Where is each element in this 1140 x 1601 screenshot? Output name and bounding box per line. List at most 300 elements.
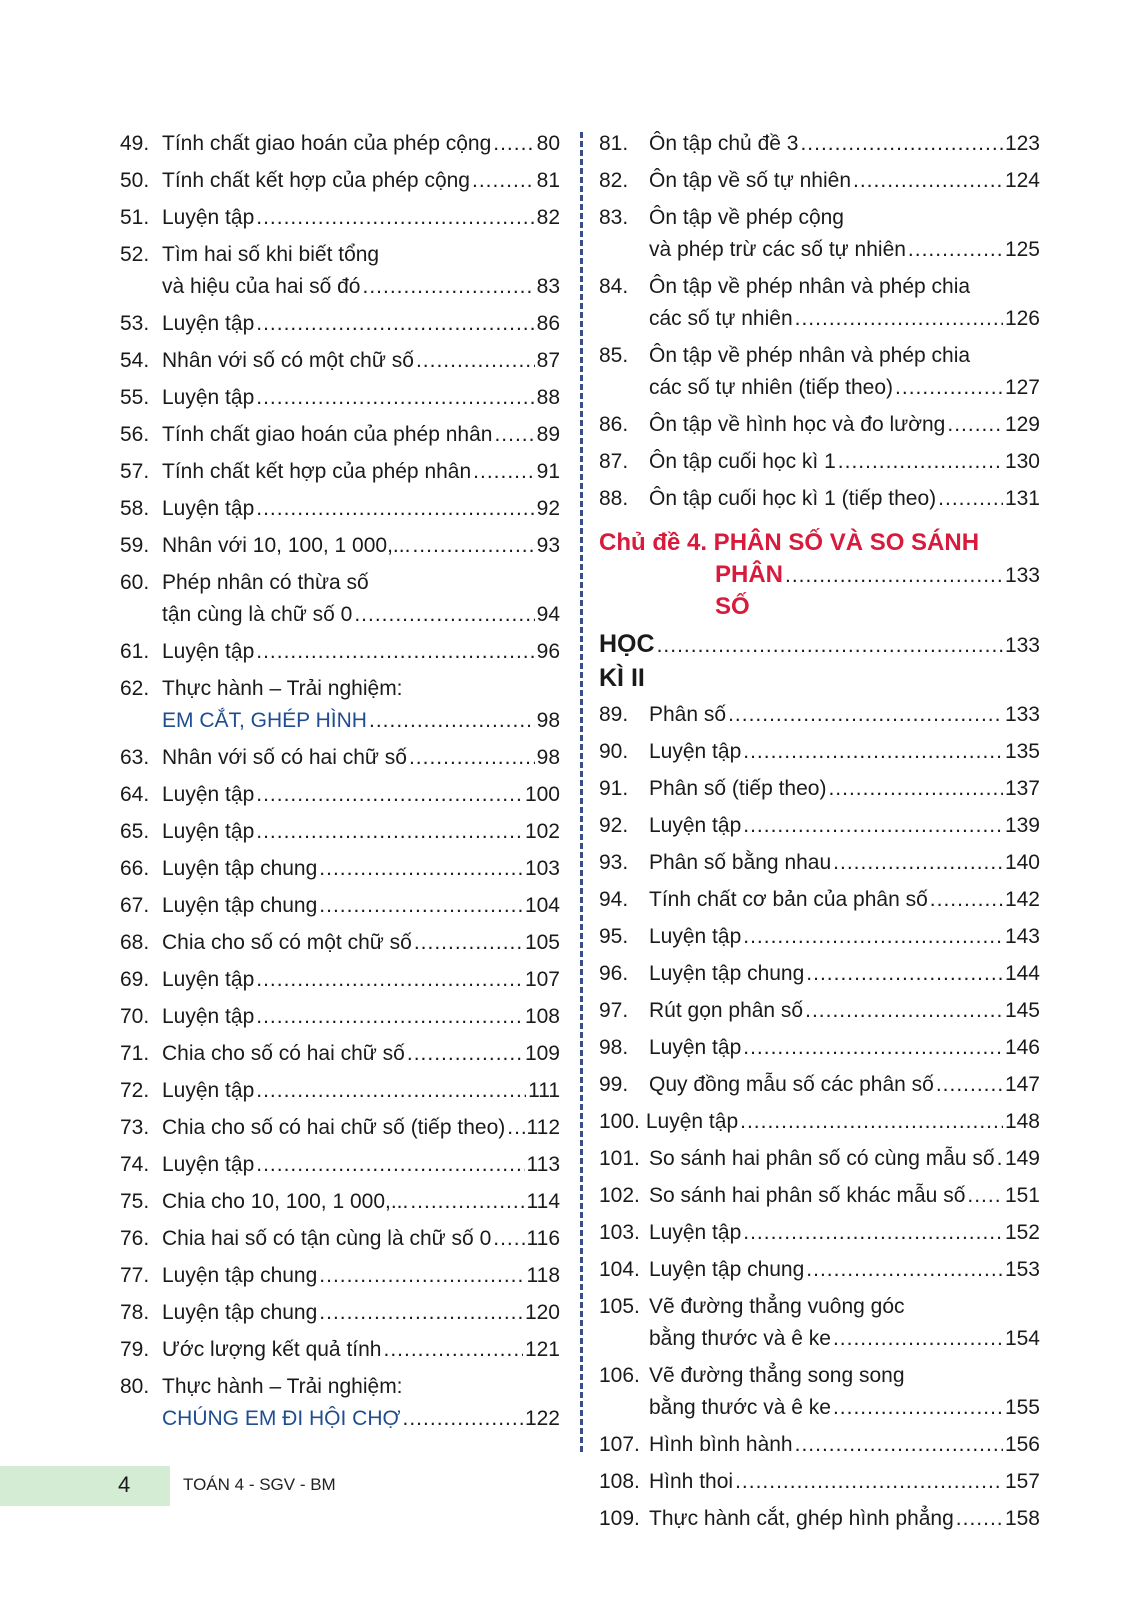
entry-title: Ôn tập về số tự nhiên <box>649 169 852 192</box>
entry-page-number: 143 <box>1004 925 1040 948</box>
entry-title: Luyện tập <box>649 925 742 948</box>
entry-number: 87. <box>599 450 629 473</box>
entry-title: Luyện tập <box>162 386 255 409</box>
entry-page-number: 102 <box>524 820 560 843</box>
toc-entry <box>120 456 560 488</box>
entry-number: 85. <box>599 344 629 367</box>
leader-dots <box>895 372 1003 404</box>
leader-dots <box>472 165 535 197</box>
entry-number: 94. <box>599 888 629 911</box>
entry-page-number: 100 <box>524 783 560 806</box>
entry-title: Luyện tập <box>649 740 742 763</box>
entry-title: Tính chất giao hoán của phép nhân <box>162 423 493 446</box>
entry-title: Chia cho số có hai chữ số (tiếp theo) <box>162 1116 506 1139</box>
entry-page-number: 82 <box>536 206 560 229</box>
entry-title: Luyện tập <box>162 968 255 991</box>
toc-entry <box>599 271 1040 335</box>
entry-page-number: 87 <box>536 349 560 372</box>
toc-entry <box>599 773 1040 805</box>
leader-dots <box>795 303 1003 335</box>
entry-title: Chia cho số có hai chữ số <box>162 1042 405 1065</box>
entry-title: Vẽ đường thẳng vuông góc <box>649 1295 905 1318</box>
entry-title: Vẽ đường thẳng song song <box>649 1364 905 1387</box>
leader-dots <box>493 128 534 160</box>
leader-dots <box>256 816 523 848</box>
entry-title: Phân số bằng nhau <box>649 851 832 874</box>
entry-page-number: 142 <box>1004 888 1040 911</box>
toc-entry <box>599 884 1040 916</box>
toc-entry <box>599 340 1040 404</box>
leader-dots <box>743 921 1003 953</box>
entry-page-number: 146 <box>1004 1036 1040 1059</box>
entry-number: 72. <box>120 1079 150 1102</box>
leader-dots <box>416 345 535 377</box>
leader-dots <box>409 742 535 774</box>
leader-dots <box>743 736 1003 768</box>
entry-page-number: 157 <box>1004 1470 1040 1493</box>
leader-dots <box>743 1217 1003 1249</box>
leader-dots <box>735 1466 1003 1498</box>
leader-dots <box>997 1143 1003 1175</box>
entry-title: Thực hành – Trải nghiệm: <box>162 677 403 700</box>
leader-dots <box>403 1403 523 1435</box>
entry-title: Ôn tập chủ đề 3 <box>649 132 799 155</box>
entry-title: Tính chất kết hợp của phép nhân <box>162 460 472 483</box>
leader-dots <box>956 1503 1003 1535</box>
entry-title: Luyện tập <box>162 312 255 335</box>
entry-title: Ôn tập về phép nhân và phép chia <box>649 275 971 298</box>
entry-page-number: 118 <box>526 1264 560 1287</box>
toc-entry <box>120 202 560 234</box>
entry-title: CHÚNG EM ĐI HỘI CHỢ <box>162 1407 401 1430</box>
leader-dots <box>256 382 534 414</box>
entry-number: 109. <box>599 1507 640 1530</box>
toc-entry <box>120 927 560 959</box>
entry-number: 64. <box>120 783 150 806</box>
toc-entry <box>599 1254 1040 1286</box>
entry-title: So sánh hai phân số có cùng mẫu số <box>649 1147 995 1170</box>
entry-page-number: 127 <box>1004 376 1040 399</box>
entry-page-number: 126 <box>1004 307 1040 330</box>
entry-title: Chia hai số có tận cùng là chữ số 0 <box>162 1227 492 1250</box>
toc-entry <box>599 1291 1040 1355</box>
toc-entry <box>120 239 560 303</box>
toc-entry <box>599 483 1040 515</box>
entry-page-number: 89 <box>536 423 560 446</box>
leader-dots <box>369 705 535 737</box>
entry-title: Hình bình hành <box>649 1433 793 1456</box>
entry-number: 108. <box>599 1470 640 1493</box>
toc-fraction-entries <box>599 699 1040 1535</box>
entry-number: 79. <box>120 1338 150 1361</box>
entry-title: tận cùng là chữ số 0 <box>162 603 353 626</box>
entry-page-number: 123 <box>1004 132 1040 155</box>
leader-dots <box>805 995 1003 1027</box>
entry-title: Chia cho 10, 100, 1 000,... <box>162 1190 409 1213</box>
entry-title: Nhân với 10, 100, 1 000,... <box>162 534 411 557</box>
entry-page-number: 92 <box>536 497 560 520</box>
toc-entry <box>599 958 1040 990</box>
entry-number: 80. <box>120 1375 150 1398</box>
toc-entry <box>120 853 560 885</box>
entry-title: Ôn tập về phép cộng <box>649 206 844 229</box>
entry-page-number: 96 <box>536 640 560 663</box>
entry-title: Luyện tập chung <box>649 962 805 985</box>
entry-page-number: 137 <box>1004 777 1040 800</box>
entry-number: 53. <box>120 312 150 335</box>
entry-page-number: 122 <box>524 1407 560 1430</box>
entry-page-number: 105 <box>524 931 560 954</box>
leader-dots <box>908 234 1003 266</box>
entry-number: 88. <box>599 487 629 510</box>
topic-title-line2: PHÂN SỐ <box>715 561 784 620</box>
entry-title: Chia cho số có một chữ số <box>162 931 412 954</box>
toc-entry <box>120 1297 560 1329</box>
entry-number: 57. <box>120 460 150 483</box>
footer-book-label: TOÁN 4 - SGV - BM <box>183 1475 336 1494</box>
entry-number: 74. <box>120 1153 150 1176</box>
toc-entry <box>599 1106 1040 1138</box>
leader-dots <box>833 847 1003 879</box>
entry-number: 54. <box>120 349 150 372</box>
leader-dots <box>494 419 534 451</box>
entry-number: 60. <box>120 571 150 594</box>
entry-page-number: 124 <box>1004 169 1040 192</box>
entry-number: 86. <box>599 413 629 436</box>
entry-number: 99. <box>599 1073 629 1096</box>
entry-page-number: 103 <box>524 857 560 880</box>
leader-dots <box>743 810 1003 842</box>
toc-entry <box>120 1223 560 1255</box>
entry-number: 103. <box>599 1221 640 1244</box>
entry-number: 67. <box>120 894 150 917</box>
entry-title: Phân số (tiếp theo) <box>649 777 827 800</box>
entry-page-number: 93 <box>536 534 560 557</box>
entry-number: 77. <box>120 1264 150 1287</box>
entry-number: 82. <box>599 169 629 192</box>
entry-page-number: 151 <box>1004 1184 1040 1207</box>
entry-title: Luyện tập <box>645 1110 739 1133</box>
entry-title: Luyện tập <box>162 206 255 229</box>
entry-title: Luyện tập <box>649 814 742 837</box>
entry-title: Luyện tập <box>649 1221 742 1244</box>
entry-page-number: 145 <box>1004 999 1040 1022</box>
entry-page-number: 130 <box>1004 450 1040 473</box>
entry-title: các số tự nhiên (tiếp theo) <box>649 376 894 399</box>
toc-entry <box>120 128 560 160</box>
leader-dots <box>473 456 534 488</box>
entry-title: EM CẮT, GHÉP HÌNH <box>162 709 367 732</box>
toc-entry <box>599 202 1040 266</box>
entry-number: 84. <box>599 275 629 298</box>
toc-entry <box>599 446 1040 478</box>
entry-title: Ôn tập cuối học kì 1 <box>649 450 836 473</box>
entry-title: Quy đồng mẫu số các phân số <box>649 1073 934 1096</box>
toc-entry <box>599 1180 1040 1212</box>
entry-number: 100. <box>599 1110 640 1133</box>
toc-review-entries <box>599 128 1040 515</box>
toc-entry <box>120 493 560 525</box>
entry-page-number: 108 <box>524 1005 560 1028</box>
toc-entry <box>599 1503 1040 1535</box>
entry-title: Hình thoi <box>649 1470 734 1493</box>
entry-number: 102. <box>599 1184 640 1207</box>
entry-title: Luyện tập chung <box>649 1258 805 1281</box>
leader-dots <box>319 853 523 885</box>
leader-dots <box>256 493 534 525</box>
entry-page-number: 147 <box>1004 1073 1040 1096</box>
entry-number: 68. <box>120 931 150 954</box>
entry-number: 106. <box>599 1364 640 1387</box>
leader-dots <box>728 699 1003 731</box>
entry-title: Luyện tập chung <box>162 1264 318 1287</box>
toc-entry <box>599 699 1040 731</box>
toc-entry <box>599 1143 1040 1175</box>
entry-title: bằng thước và ê ke <box>649 1327 831 1350</box>
entry-page-number: 109 <box>524 1042 560 1065</box>
entry-number: 98. <box>599 1036 629 1059</box>
entry-title: Phân số <box>649 703 727 726</box>
semester-page-number: 133 <box>1004 634 1040 657</box>
leader-dots <box>936 1069 1003 1101</box>
toc-entry <box>120 1112 560 1144</box>
toc-entry <box>599 1032 1040 1064</box>
toc-entry <box>120 816 560 848</box>
entry-number: 93. <box>599 851 629 874</box>
entry-page-number: 98 <box>536 746 560 769</box>
toc-entry <box>120 779 560 811</box>
entry-page-number: 114 <box>526 1190 560 1213</box>
leader-dots <box>806 1254 1003 1286</box>
entry-page-number: 149 <box>1004 1147 1040 1170</box>
toc-entry <box>599 847 1040 879</box>
entry-title: Rút gọn phân số <box>649 999 804 1022</box>
leader-dots <box>507 1112 524 1144</box>
toc-entry <box>120 567 560 631</box>
leader-dots <box>967 1180 1003 1212</box>
entry-page-number: 156 <box>1004 1433 1040 1456</box>
toc-entry <box>599 810 1040 842</box>
entry-page-number: 86 <box>536 312 560 335</box>
leader-dots <box>938 483 1003 515</box>
entry-title: Luyện tập <box>162 820 255 843</box>
leader-dots <box>412 530 534 562</box>
topic-heading <box>599 527 1040 623</box>
entry-number: 91. <box>599 777 629 800</box>
entry-page-number: 155 <box>1004 1396 1040 1419</box>
entry-number: 73. <box>120 1116 150 1139</box>
entry-number: 65. <box>120 820 150 843</box>
entry-title: Ôn tập về hình học và đo lường <box>649 413 946 436</box>
entry-number: 55. <box>120 386 150 409</box>
entry-number: 96. <box>599 962 629 985</box>
leader-dots <box>256 1149 524 1181</box>
entry-title: Ôn tập cuối học kì 1 (tiếp theo) <box>649 487 937 510</box>
entry-page-number: 80 <box>536 132 560 155</box>
footer-band <box>0 1466 170 1506</box>
entry-page-number: 116 <box>526 1227 560 1250</box>
toc-entry <box>120 1334 560 1366</box>
leader-dots <box>407 1038 523 1070</box>
entry-page-number: 112 <box>526 1116 560 1139</box>
entry-page-number: 158 <box>1004 1507 1040 1530</box>
toc-entry <box>599 1069 1040 1101</box>
entry-page-number: 148 <box>1004 1110 1040 1133</box>
toc-entry <box>120 1001 560 1033</box>
entry-number: 83. <box>599 206 629 229</box>
entry-page-number: 121 <box>524 1338 560 1361</box>
topic-title-line1: Chủ đề 4. PHÂN SỐ VÀ SO SÁNH <box>599 529 980 556</box>
entry-title: và hiệu của hai số đó <box>162 275 361 298</box>
entry-title: Luyện tập <box>162 1153 255 1176</box>
toc-entry <box>599 1466 1040 1498</box>
leader-dots <box>838 446 1003 478</box>
entry-title: Luyện tập <box>162 1005 255 1028</box>
toc-entry <box>120 1371 560 1435</box>
toc-entry <box>120 1038 560 1070</box>
entry-page-number: 120 <box>524 1301 560 1324</box>
entry-title: và phép trừ các số tự nhiên <box>649 238 906 261</box>
toc-entry <box>120 1149 560 1181</box>
leader-dots <box>853 165 1003 197</box>
leader-dots <box>256 636 534 668</box>
toc-entry <box>120 419 560 451</box>
entry-number: 56. <box>120 423 150 446</box>
entry-title: Luyện tập chung <box>162 857 318 880</box>
entry-page-number: 104 <box>524 894 560 917</box>
entry-number: 104. <box>599 1258 640 1281</box>
toc-entry <box>120 1075 560 1107</box>
entry-number: 49. <box>120 132 150 155</box>
column-divider <box>580 132 583 1452</box>
entry-number: 62. <box>120 677 150 700</box>
toc-entry <box>120 1260 560 1292</box>
entry-page-number: 135 <box>1004 740 1040 763</box>
leader-dots <box>947 409 1003 441</box>
entry-title: Tính chất kết hợp của phép cộng <box>162 169 470 192</box>
leader-dots <box>740 1106 1003 1138</box>
entry-number: 101. <box>599 1147 640 1170</box>
entry-title: Luyện tập chung <box>162 894 318 917</box>
entry-title: các số tự nhiên <box>649 307 793 330</box>
topic-page-number: 133 <box>1004 564 1040 587</box>
entry-title: Thực hành cắt, ghép hình phẳng <box>649 1507 954 1530</box>
toc-entry <box>120 382 560 414</box>
entry-title: Phép nhân có thừa số <box>162 571 369 594</box>
leader-dots <box>362 271 534 303</box>
leader-dots <box>795 1429 1003 1461</box>
leader-dots <box>256 964 523 996</box>
toc-entry <box>120 1186 560 1218</box>
entry-title: Ước lượng kết quả tính <box>162 1338 382 1361</box>
entry-title: Luyện tập <box>162 497 255 520</box>
entry-page-number: 152 <box>1004 1221 1040 1244</box>
entry-number: 89. <box>599 703 629 726</box>
leader-dots <box>410 1186 524 1218</box>
entry-page-number: 81 <box>536 169 560 192</box>
entry-title: Thực hành – Trải nghiệm: <box>162 1375 403 1398</box>
entry-number: 52. <box>120 243 150 266</box>
semester-label: HỌC KÌ II <box>599 630 655 692</box>
entry-number: 92. <box>599 814 629 837</box>
entry-title: bằng thước và ê ke <box>649 1396 831 1419</box>
toc-entry <box>599 1429 1040 1461</box>
toc-entry <box>120 636 560 668</box>
leader-dots <box>256 1075 526 1107</box>
entry-page-number: 133 <box>1004 703 1040 726</box>
leader-dots <box>657 629 1003 663</box>
entry-page-number: 88 <box>536 386 560 409</box>
leader-dots <box>833 1392 1003 1424</box>
toc-entry <box>120 345 560 377</box>
entry-page-number: 98 <box>536 709 560 732</box>
entry-page-number: 91 <box>536 460 560 483</box>
toc-entry <box>599 736 1040 768</box>
toc-right-column <box>599 128 1040 1540</box>
entry-title: Nhân với số có hai chữ số <box>162 746 407 769</box>
toc-entry <box>599 128 1040 160</box>
entry-number: 69. <box>120 968 150 991</box>
leader-dots <box>800 128 1003 160</box>
entry-page-number: 111 <box>528 1079 560 1102</box>
leader-dots <box>319 890 523 922</box>
toc-entry <box>599 995 1040 1027</box>
entry-number: 58. <box>120 497 150 520</box>
entry-number: 107. <box>599 1433 640 1456</box>
semester-heading <box>599 627 1040 695</box>
entry-title: Ôn tập về phép nhân và phép chia <box>649 344 971 367</box>
leader-dots <box>319 1297 523 1329</box>
leader-dots <box>256 1001 523 1033</box>
entry-number: 90. <box>599 740 629 763</box>
leader-dots <box>930 884 1003 916</box>
entry-page-number: 131 <box>1004 487 1040 510</box>
entry-title: Luyện tập <box>649 1036 742 1059</box>
entry-title: Nhân với số có một chữ số <box>162 349 414 372</box>
toc-entry <box>599 409 1040 441</box>
entry-number: 50. <box>120 169 150 192</box>
entry-title: Tính chất cơ bản của phân số <box>649 888 928 911</box>
footer-page-number: 4 <box>118 1472 131 1497</box>
leader-dots <box>256 779 523 811</box>
toc-entry <box>120 165 560 197</box>
entry-page-number: 113 <box>526 1153 560 1176</box>
entry-title: Luyện tập chung <box>162 1301 318 1324</box>
entry-title: Tìm hai số khi biết tổng <box>162 243 380 266</box>
leader-dots <box>828 773 1003 805</box>
entry-number: 97. <box>599 999 629 1022</box>
leader-dots <box>319 1260 524 1292</box>
entry-title: Luyện tập <box>162 1079 255 1102</box>
toc-entry <box>120 742 560 774</box>
entry-number: 63. <box>120 746 150 769</box>
entry-number: 76. <box>120 1227 150 1250</box>
entry-page-number: 107 <box>524 968 560 991</box>
entry-number: 95. <box>599 925 629 948</box>
entry-number: 78. <box>120 1301 150 1324</box>
toc-entry <box>599 1360 1040 1424</box>
entry-number: 61. <box>120 640 150 663</box>
entry-page-number: 140 <box>1004 851 1040 874</box>
entry-number: 70. <box>120 1005 150 1028</box>
leader-dots <box>256 308 534 340</box>
entry-title: Tính chất giao hoán của phép cộng <box>162 132 492 155</box>
toc-left-column <box>120 128 560 1440</box>
entry-number: 81. <box>599 132 629 155</box>
leader-dots <box>833 1323 1003 1355</box>
leader-dots <box>743 1032 1003 1064</box>
entry-title: Luyện tập <box>162 783 255 806</box>
